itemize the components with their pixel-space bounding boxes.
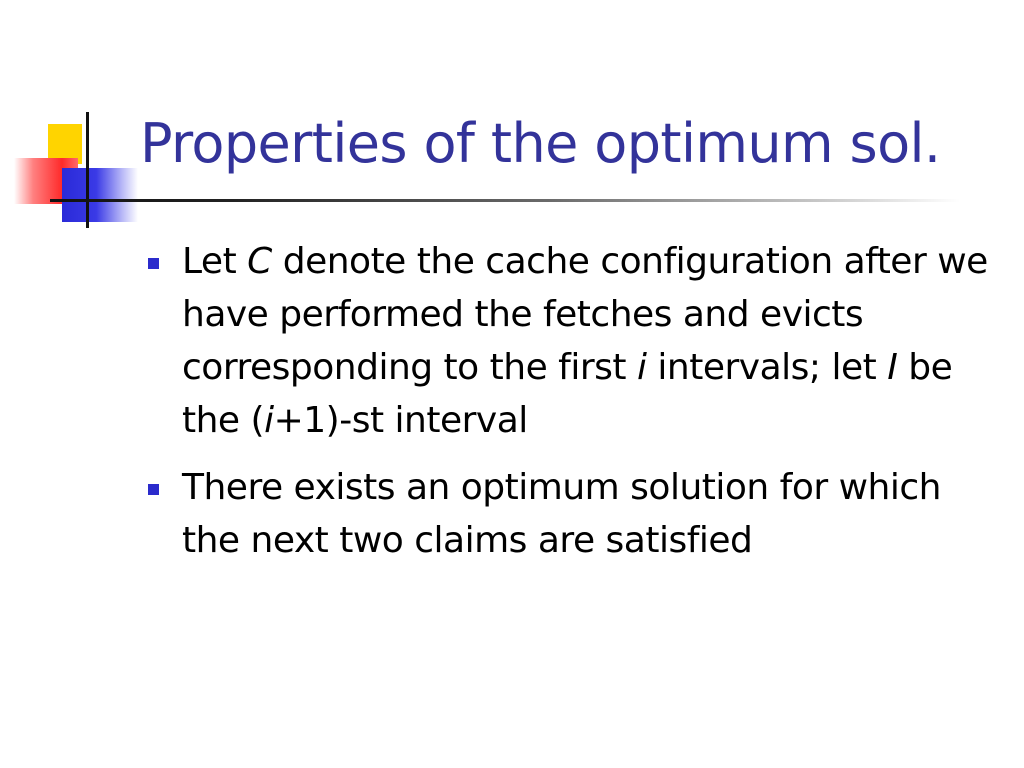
text-segment: be the (	[182, 347, 953, 441]
slide-title: Properties of the optimum sol.	[140, 112, 941, 175]
vertical-rule-decoration	[86, 112, 89, 228]
blue-square-decoration	[62, 168, 138, 222]
text-segment: denote the cache configuration after we have performed the fetches and evicts corresponding to the first	[182, 241, 988, 388]
math-variable-c: C	[247, 241, 272, 282]
bullet-list	[140, 235, 1000, 581]
bullet-text: There exists an optimum solution for which the next two claims are satisfied	[182, 467, 941, 561]
math-variable-i: i	[636, 347, 647, 388]
text-segment: intervals; let	[646, 347, 888, 388]
bullet-item-cache-configuration	[140, 235, 1000, 447]
text-segment: Let	[182, 241, 248, 282]
bullet-item-optimum-solution	[140, 461, 1000, 567]
math-variable-capital-i: I	[887, 347, 898, 388]
decorative-corner-graphic	[0, 0, 150, 240]
bullet-text	[182, 241, 988, 441]
text-segment: +1)-st interval	[273, 400, 528, 441]
title-underline-rule	[50, 199, 960, 202]
square-bullet-icon	[148, 258, 159, 269]
math-variable-i: i	[264, 400, 274, 441]
square-bullet-icon	[148, 484, 159, 495]
